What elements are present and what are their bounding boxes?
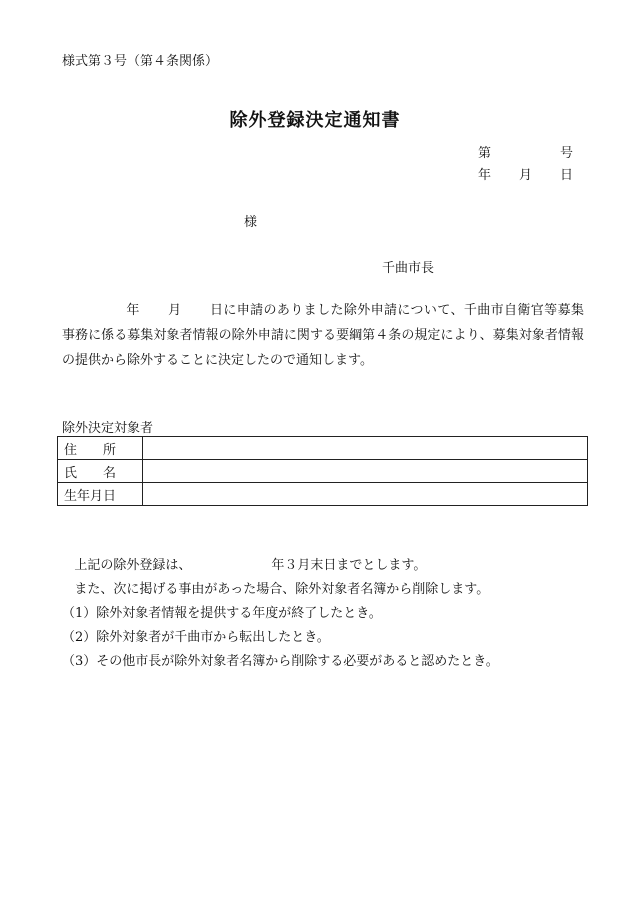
birthdate-value	[143, 483, 588, 506]
address-label: 住 所	[58, 437, 143, 460]
date-month: 月	[519, 168, 533, 183]
notes-line-1: 上記の除外登録は、 年３月末日までとします。	[74, 558, 427, 573]
target-table	[57, 436, 588, 506]
doc-number-prefix: 第	[478, 146, 492, 161]
date-year: 年	[478, 168, 492, 183]
address-value	[143, 437, 588, 460]
body-paragraph	[62, 298, 584, 373]
name-label: 氏 名	[58, 460, 143, 483]
target-section-label: 除外決定対象者	[62, 421, 154, 436]
doc-number-suffix: 号	[560, 146, 574, 161]
body-year: 年	[126, 303, 140, 318]
form-label: 様式第３号（第４条関係）	[62, 54, 219, 69]
sender-name: 千曲市長	[382, 261, 435, 276]
table-row	[58, 460, 588, 483]
body-month: 月	[167, 303, 182, 318]
name-value	[143, 460, 588, 483]
notes-section	[62, 554, 499, 674]
notes-line-2: また、次に掲げる事由があった場合、除外対象者名簿から削除します。	[74, 582, 490, 597]
body-text: 日に申請のありました除外申請について、千曲市自衛官等募集事務に係る募集対象者情報の除外申請に関する要綱第４条の規定により、募集対象者情報の提供から除外することに決定したので通知します。	[62, 303, 584, 368]
table-row	[58, 483, 588, 506]
document-title: 除外登録決定通知書	[229, 110, 401, 131]
list-item: （1）除外対象者情報を提供する年度が終了したとき。	[62, 606, 382, 621]
table-row	[58, 437, 588, 460]
list-item: （3）その他市長が除外対象者名簿から削除する必要があると認めたとき。	[62, 654, 499, 669]
list-item: （2）除外対象者が千曲市から転出したとき。	[62, 630, 330, 645]
addressee-suffix: 様	[244, 215, 258, 230]
birthdate-label: 生年月日	[58, 483, 143, 506]
date-day: 日	[560, 168, 574, 183]
